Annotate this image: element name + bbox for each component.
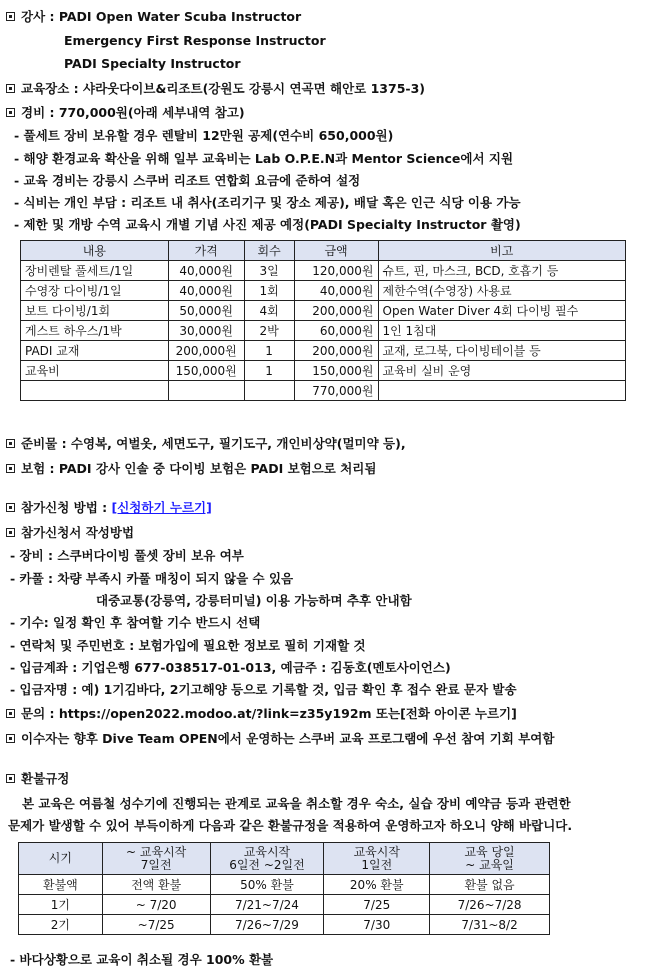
refund-footer: - 바다상황으로 교육이 취소될 경우 100% 환불 [10,952,274,967]
square-bullet-icon [6,774,15,783]
form-item: - 입금자명 : 예) 1기김바다, 2기고해양 등으로 기록할 것, 입금 확인 후 접수 완료 문자 발송 [10,682,517,697]
refund-table [18,842,550,935]
table-cell: 7/26~7/29 [210,915,324,935]
table-cell: 50% 환불 [210,875,324,895]
refund-paragraph: 본 교육은 여름철 성수기에 진행되는 관계로 교육을 취소할 경우 숙소, 실습 장비 예약금 등과 관련한 [22,796,571,811]
table-cell: 20% 환불 [324,875,430,895]
table-cell [378,381,626,401]
table-cell: 7/26~7/28 [430,895,550,915]
form-item: - 입금계좌 : 기업은행 677-038517-01-013, 예금주 : 김동호(멘토사이언스) [10,660,451,675]
cost-note: - 교육 경비는 강릉시 스쿠버 리조트 연합회 요금에 준하여 설정 [14,173,361,188]
apply-link[interactable]: [신청하기 누르기] [111,500,212,515]
table-cell: 40,000원 [294,281,378,301]
table-header-row [19,843,550,875]
cost-note: - 식비는 개인 부담 : 리조트 내 취사(조리기구 및 장소 제공), 배달 혹은 인근 식당 이용 가능 [14,195,521,210]
cost-title: 경비 : 770,000원(아래 세부내역 참고) [21,105,245,120]
table-cell: 1 [244,361,294,381]
refund-paragraph: 문제가 발생할 수 있어 부득이하게 다음과 같은 환불규정을 적용하여 운영하고자 하오니 양해 바랍니다. [8,818,573,833]
table-cell: 60,000원 [294,321,378,341]
table-header-cell: 회수 [244,241,294,261]
cost-table [20,240,626,401]
venue-line [6,80,425,98]
table-cell [244,381,294,401]
form-item: 대중교통(강릉역, 강릉터미널) 이용 가능하며 추후 안내함 [96,593,412,608]
table-cell: 7/25 [324,895,430,915]
square-bullet-icon [6,12,15,21]
table-header-row [21,241,626,261]
table-cell: 150,000원 [168,361,244,381]
instructor-label: 강사 : PADI Open Water Scuba Instructor [21,9,302,24]
table-total-row [21,381,626,401]
insurance-line [6,460,376,478]
form-item: - 기수: 일정 확인 후 참여할 기수 반드시 선택 [10,615,261,630]
table-header-cell: 교육 당일 ~ 교육일 [430,843,550,875]
table-cell: 교육비 실비 운영 [378,361,626,381]
table-header-cell: 금액 [294,241,378,261]
table-cell: 슈트, 핀, 마스크, BCD, 호흡기 등 [378,261,626,281]
inquiry-text[interactable]: 문의 : https://open2022.modoo.at/?link=z35y192m 또는[전화 아이콘 누르기] [21,706,517,721]
table-cell: 1회 [244,281,294,301]
instructor-line-2: Emergency First Response Instructor [64,33,326,48]
square-bullet-icon [6,709,15,718]
table-cell: 40,000원 [168,261,244,281]
table-cell: 환불액 [19,875,103,895]
table-cell: 1 [244,341,294,361]
table-cell: 7/30 [324,915,430,935]
form-title: 참가신청서 작성방법 [21,525,135,540]
square-bullet-icon [6,734,15,743]
table-cell: 수영장 다이빙/1일 [21,281,169,301]
insurance-text: 보험 : PADI 강사 인솔 중 다이빙 보험은 PADI 보험으로 처리됨 [21,461,377,476]
apply-label: 참가신청 방법 : [21,500,112,515]
table-cell: 30,000원 [168,321,244,341]
refund-title-line [6,770,69,788]
venue-text: 교육장소 : 샤라웃다이브&리조트(강원도 강릉시 연곡면 해안로 1375-3) [21,81,425,96]
table-row [19,915,550,935]
form-title-line [6,524,134,542]
table-row [21,281,626,301]
table-cell: 200,000원 [168,341,244,361]
table-header-cell: 시기 [19,843,103,875]
table-row [21,321,626,341]
table-header-cell: 가격 [168,241,244,261]
table-header-cell: ~ 교육시작 7일전 [102,843,210,875]
supplies-line [6,435,406,453]
table-cell: 50,000원 [168,301,244,321]
table-header-cell: 교육시작 6일전 ~2일전 [210,843,324,875]
square-bullet-icon [6,439,15,448]
cost-note: - 제한 및 개방 수역 교육시 개별 기념 사진 제공 예정(PADI Specialty Instructor 촬영) [14,217,521,232]
table-row [19,875,550,895]
table-cell: 교재, 로그북, 다이빙테이블 등 [378,341,626,361]
table-cell: ~ 7/20 [102,895,210,915]
table-row [21,341,626,361]
table-cell: 200,000원 [294,341,378,361]
cost-note: - 풀세트 장비 보유할 경우 렌탈비 12만원 공제(연수비 650,000원) [14,128,394,143]
completion-text: 이수자는 향후 Dive Team OPEN에서 운영하는 스쿠버 교육 프로그램에 우선 참여 기회 부여함 [21,731,555,746]
table-cell: 환불 없음 [430,875,550,895]
table-cell [21,381,169,401]
table-cell: PADI 교재 [21,341,169,361]
table-cell: 1기 [19,895,103,915]
supplies-text: 준비물 : 수영복, 여벌옷, 세면도구, 필기도구, 개인비상약(멀미약 등), [21,436,406,451]
table-cell: 3일 [244,261,294,281]
table-cell: 2박 [244,321,294,341]
table-cell: 200,000원 [294,301,378,321]
table-row [21,361,626,381]
table-header-cell: 내용 [21,241,169,261]
square-bullet-icon [6,84,15,93]
table-cell: 150,000원 [294,361,378,381]
table-cell: 4회 [244,301,294,321]
cost-note: - 해양 환경교육 확산을 위해 일부 교육비는 Lab O.P.E.N과 Mentor Science에서 지원 [14,151,514,166]
table-cell: 7/31~8/2 [430,915,550,935]
table-cell: 전액 환불 [102,875,210,895]
table-row [21,301,626,321]
table-header-cell: 비고 [378,241,626,261]
form-item: - 카풀 : 차량 부족시 카풀 매칭이 되지 않을 수 있음 [10,571,294,586]
cost-title-line [6,104,245,122]
table-cell: 2기 [19,915,103,935]
table-cell: 장비렌탈 풀세트/1일 [21,261,169,281]
square-bullet-icon [6,108,15,117]
table-row [21,261,626,281]
instructor-line-1 [6,8,301,26]
form-item: - 연락처 및 주민번호 : 보험가입에 필요한 정보로 필히 기재할 것 [10,638,366,653]
table-cell: 게스트 하우스/1박 [21,321,169,341]
instructor-line-3: PADI Specialty Instructor [64,56,241,71]
inquiry-line [6,705,517,723]
completion-line [6,730,554,748]
table-cell: Open Water Diver 4회 다이빙 필수 [378,301,626,321]
table-cell: 120,000원 [294,261,378,281]
square-bullet-icon [6,464,15,473]
table-cell: 제한수역(수영장) 사용료 [378,281,626,301]
table-cell [168,381,244,401]
square-bullet-icon [6,503,15,512]
table-cell: 40,000원 [168,281,244,301]
table-cell: 1인 1침대 [378,321,626,341]
form-item: - 장비 : 스쿠버다이빙 풀셋 장비 보유 여부 [10,548,244,563]
table-cell: 보트 다이빙/1회 [21,301,169,321]
table-header-cell: 교육시작 1일전 [324,843,430,875]
square-bullet-icon [6,528,15,537]
table-cell: 7/21~7/24 [210,895,324,915]
table-cell: ~7/25 [102,915,210,935]
table-row [19,895,550,915]
table-cell: 교육비 [21,361,169,381]
table-total-cell: 770,000원 [294,381,378,401]
refund-title: 환불규정 [21,771,70,786]
apply-line [6,499,212,517]
